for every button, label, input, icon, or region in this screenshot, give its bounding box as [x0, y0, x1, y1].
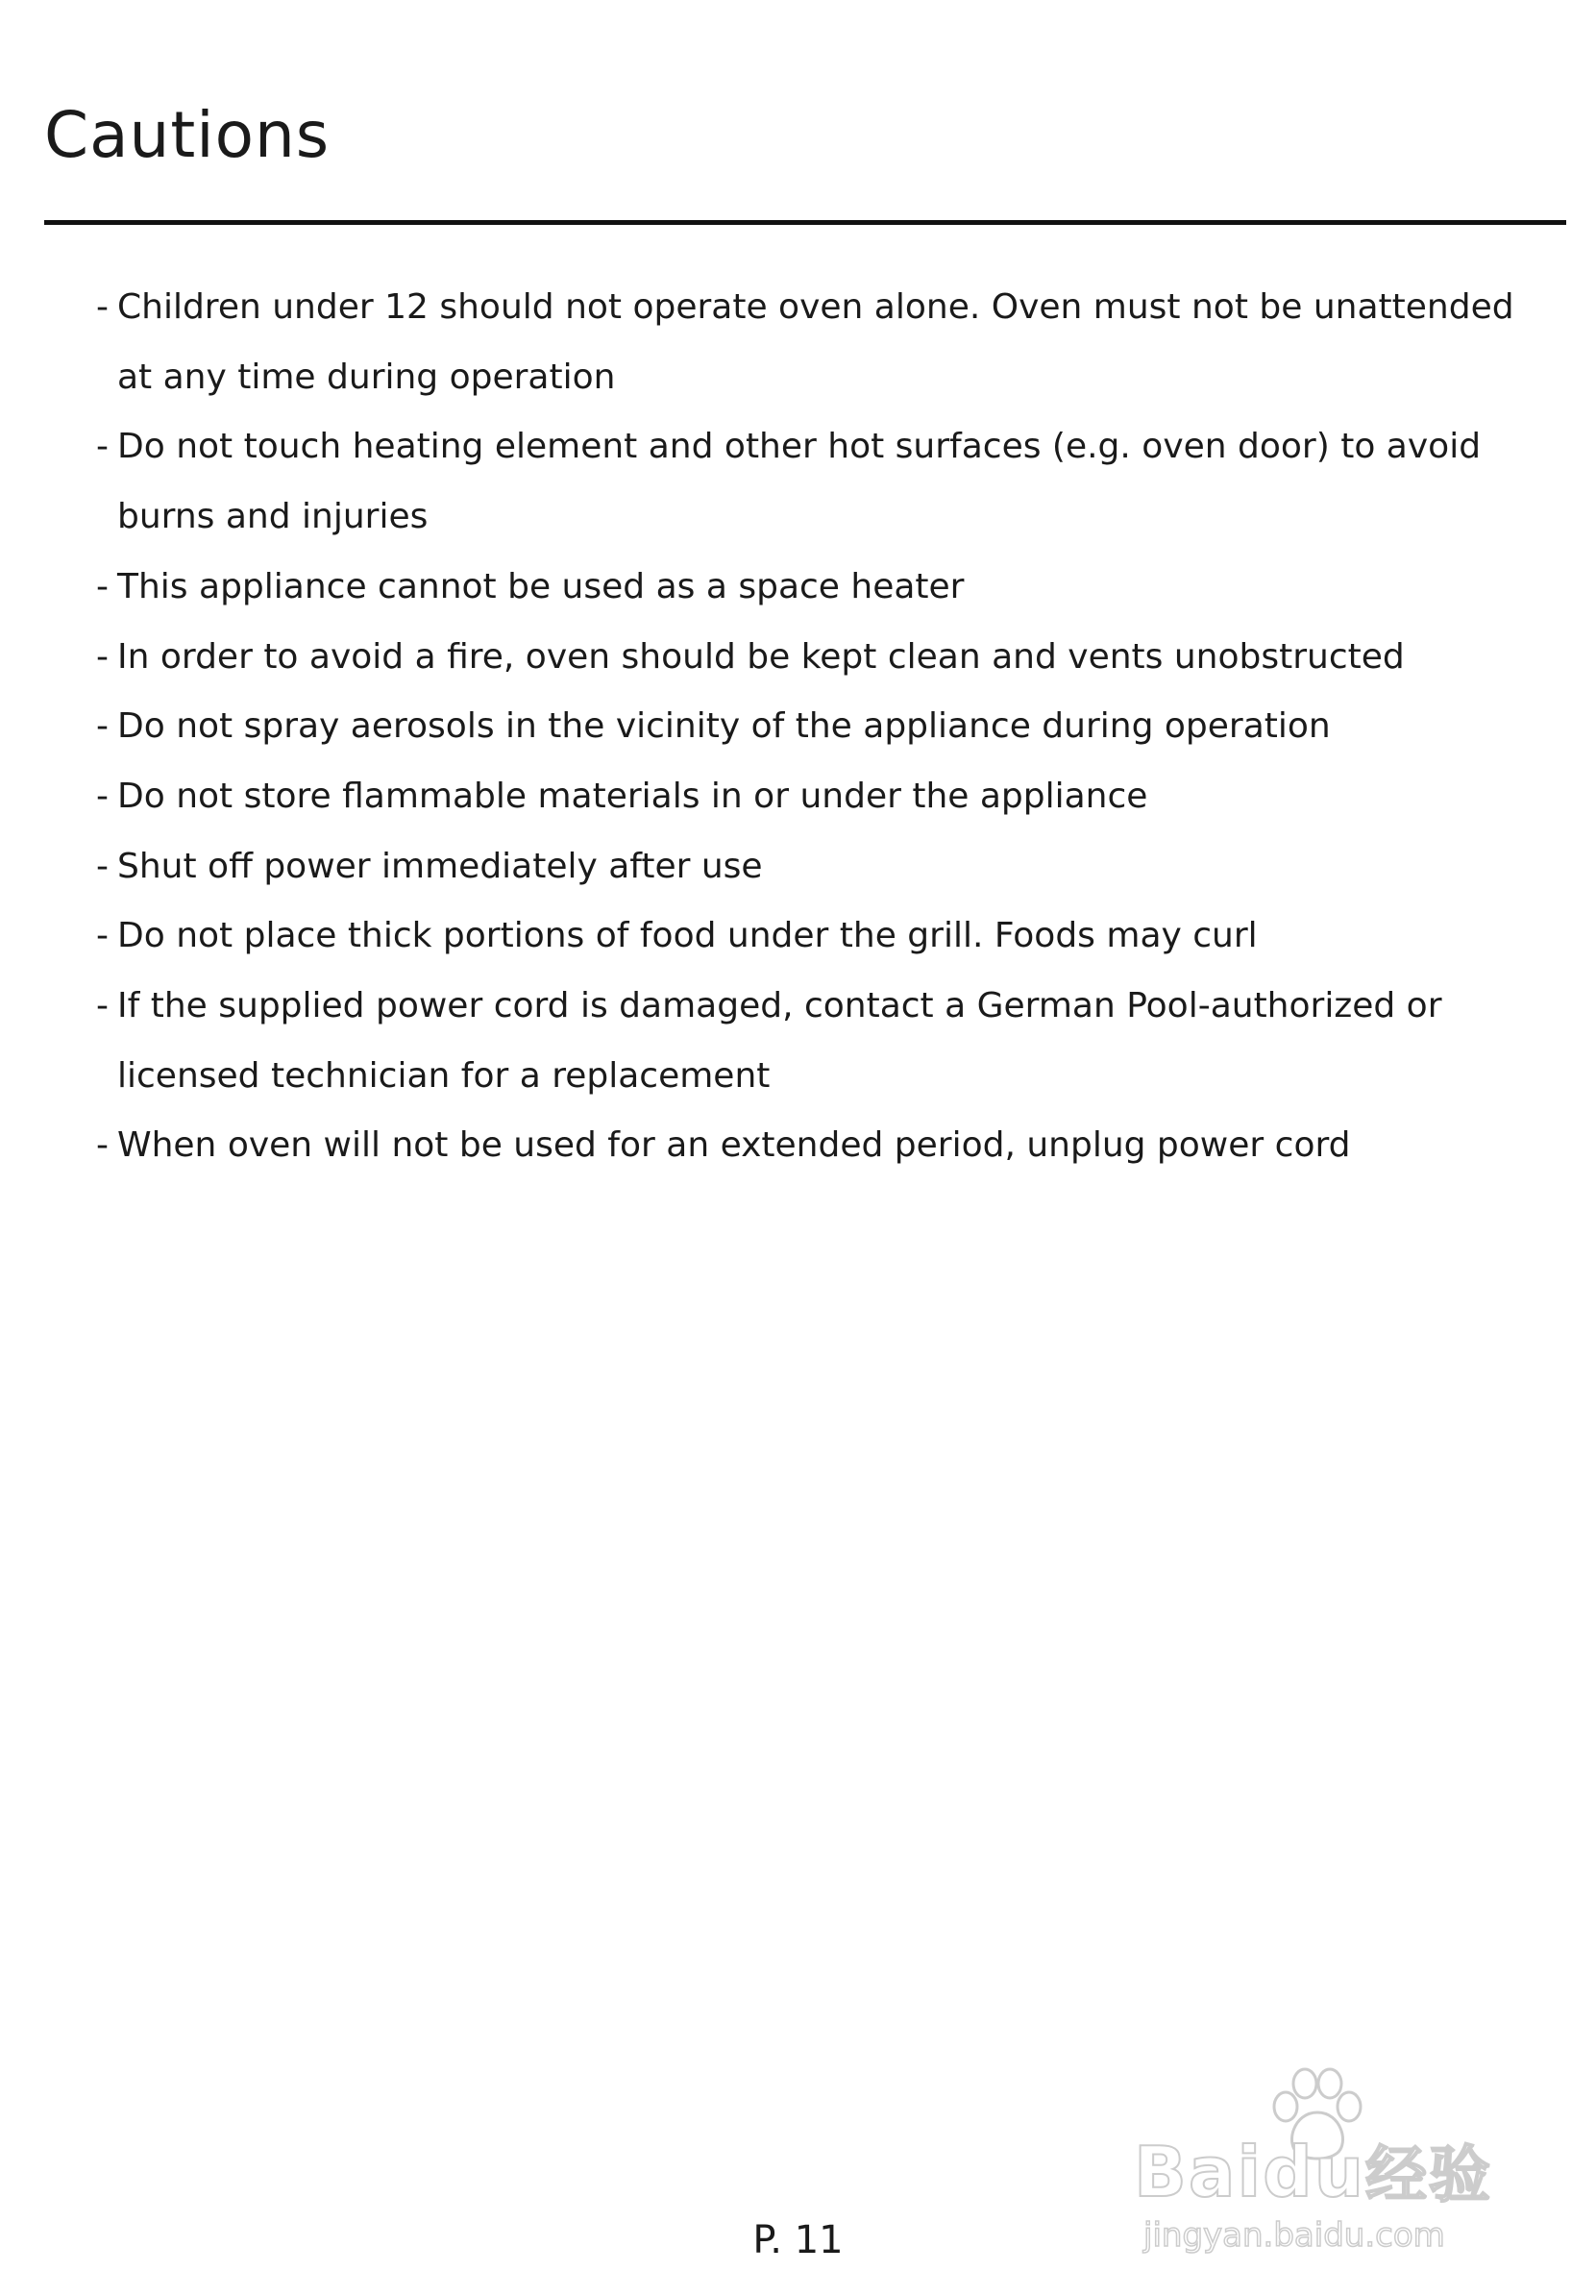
caution-text: When oven will not be used for an extended period, unplug power cord	[117, 1125, 1351, 1166]
watermark-url: jingyan.baidu.com	[1143, 2216, 1445, 2255]
caution-text: Do not place thick portions of food under the grill. Foods may curl	[117, 916, 1258, 956]
caution-text: This appliance cannot be used as a space heater	[117, 566, 965, 606]
bullet-dash: -	[96, 706, 109, 747]
caution-item	[96, 832, 1518, 902]
caution-item	[96, 1111, 1518, 1181]
caution-item	[96, 972, 1518, 1111]
caution-list	[96, 273, 1518, 1181]
caution-text: Do not spray aerosols in the vicinity of the appliance during operation	[117, 706, 1331, 747]
watermark-brand-cn: 经验	[1364, 2140, 1492, 2211]
caution-item	[96, 901, 1518, 972]
caution-item	[96, 762, 1518, 832]
watermark-brand-du: du	[1263, 2132, 1365, 2212]
caution-text: Shut off power immediately after use	[117, 846, 763, 886]
bullet-dash: -	[96, 636, 109, 677]
bullet-dash: -	[96, 776, 109, 816]
bullet-dash: -	[96, 986, 109, 1026]
caution-item	[96, 553, 1518, 623]
caution-item	[96, 412, 1518, 552]
page-title: Cautions	[44, 98, 331, 172]
watermark-brand-latin: Bai	[1134, 2132, 1264, 2212]
caution-text: In order to avoid a fire, oven should be kept clean and vents unobstructed	[117, 636, 1405, 677]
bullet-dash: -	[96, 566, 109, 606]
watermark-brand	[1134, 2126, 1492, 2214]
title-divider	[44, 220, 1566, 225]
caution-text: If the supplied power cord is damaged, contact a German Pool-authorized or licensed technician for a replacement	[117, 986, 1442, 1096]
page-number: P. 11	[752, 2218, 844, 2262]
bullet-dash: -	[96, 846, 109, 886]
bullet-dash: -	[96, 427, 109, 467]
caution-text: Do not store flammable materials in or under the appliance	[117, 776, 1148, 816]
bullet-dash: -	[96, 1125, 109, 1166]
caution-item	[96, 273, 1518, 412]
baidu-jingyan-watermark	[1134, 2066, 1537, 2259]
bullet-dash: -	[96, 287, 109, 327]
caution-item	[96, 623, 1518, 693]
caution-text: Children under 12 should not operate oven alone. Oven must not be unattended at any time during operation	[117, 287, 1514, 397]
bullet-dash: -	[96, 916, 109, 956]
caution-item	[96, 692, 1518, 762]
caution-text: Do not touch heating element and other hot surfaces (e.g. oven door) to avoid burns and injuries	[117, 427, 1482, 537]
